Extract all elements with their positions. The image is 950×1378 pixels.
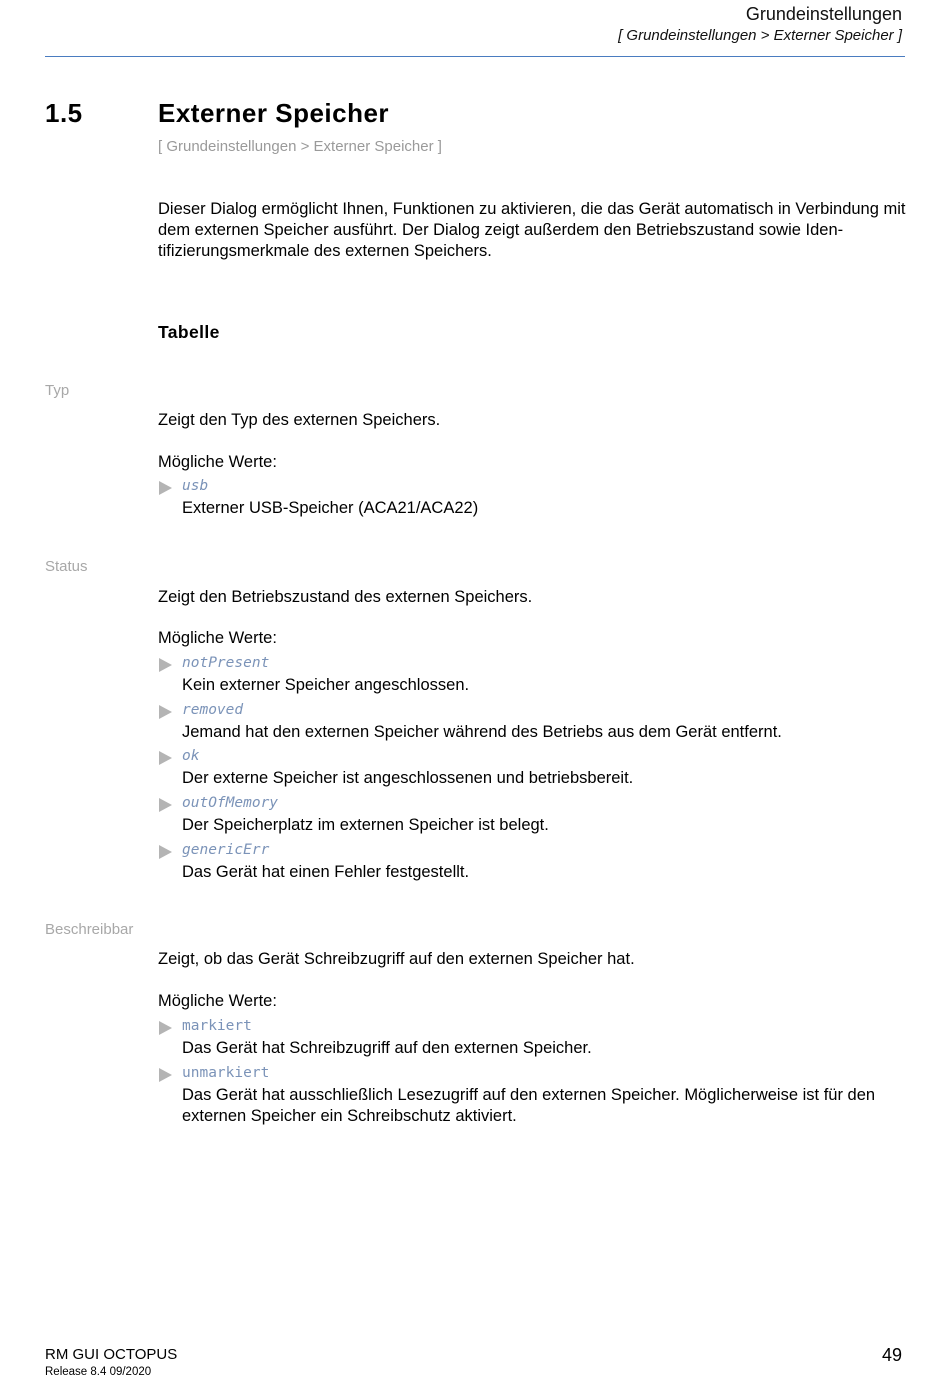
footer-document-name: RM GUI OCTOPUS (45, 1346, 178, 1363)
table-heading: Tabelle (158, 322, 220, 342)
value-code: unmarkiert (182, 1065, 270, 1081)
value-code: outOfMemory (182, 795, 279, 811)
triangle-bullet-icon (159, 798, 172, 812)
value-code: markiert (182, 1018, 252, 1034)
field-label-beschreibbar: Beschreibbar (45, 921, 134, 938)
section-breadcrumb: [ Grundeinstellungen > Externer Speicher ] (158, 138, 442, 155)
section-number: 1.5 (45, 98, 83, 128)
footer-release: Release 8.4 09/2020 (45, 1366, 152, 1378)
field-description-status: Zeigt den Betriebszustand des externen Speichers. (158, 588, 533, 606)
triangle-bullet-icon (159, 1068, 172, 1082)
value-description: Jemand hat den externen Speicher während des Betriebs aus dem Gerät entfernt. (182, 723, 782, 741)
page-number: 49 (881, 1345, 902, 1365)
value-description: Das Gerät hat einen Fehler festgestellt. (182, 863, 470, 881)
value-description: Externer USB-Speicher (ACA21/ACA22) (182, 499, 479, 517)
values-label-status: Mögliche Werte: (158, 629, 277, 647)
value-description: Kein externer Speicher angeschlossen. (182, 676, 470, 694)
triangle-bullet-icon (159, 705, 172, 719)
triangle-bullet-icon (159, 845, 172, 859)
value-description: Das Gerät hat ausschließlich Lesezugriff auf den externen Speicher. Möglicherweise ist für den externen Speicher ein Schreibschutz aktiviert. (182, 1086, 876, 1125)
triangle-bullet-icon (159, 658, 172, 672)
value-description: Der externe Speicher ist angeschlossenen und betriebsbereit. (182, 769, 634, 787)
values-label-typ: Mögliche Werte: (158, 453, 277, 471)
section-title: Externer Speicher (158, 98, 390, 128)
value-code: removed (182, 702, 244, 718)
triangle-bullet-icon (159, 481, 172, 495)
value-code: genericErr (182, 842, 270, 858)
field-label-typ: Typ (45, 382, 70, 399)
value-code: notPresent (182, 655, 270, 671)
intro-paragraph: Dieser Dialog ermöglicht Ihnen, Funktionen zu aktivieren, die das Gerät automatisch in Verbindung mit dem externen Speicher ausführt. Der Dialog zeigt außerdem den Betriebszustand sowie Iden-tifizierungsmerkmale des externen Speichers. (158, 200, 906, 260)
running-header-breadcrumb: [ Grundeinstellungen > Externer Speicher ] (618, 27, 902, 44)
value-description: Das Gerät hat Schreibzugriff auf den externen Speicher. (182, 1039, 592, 1057)
value-code: ok (182, 748, 200, 764)
header-divider (45, 56, 905, 57)
triangle-bullet-icon (159, 751, 172, 765)
value-code: usb (182, 478, 209, 494)
running-header-chapter: Grundeinstellungen (745, 4, 902, 24)
triangle-bullet-icon (159, 1021, 172, 1035)
value-description: Der Speicherplatz im externen Speicher ist belegt. (182, 816, 549, 834)
field-label-status: Status (45, 558, 88, 575)
values-label-beschreibbar: Mögliche Werte: (158, 992, 277, 1010)
field-description-typ: Zeigt den Typ des externen Speichers. (158, 411, 441, 429)
field-description-beschreibbar: Zeigt, ob das Gerät Schreibzugriff auf den externen Speicher hat. (158, 950, 635, 968)
